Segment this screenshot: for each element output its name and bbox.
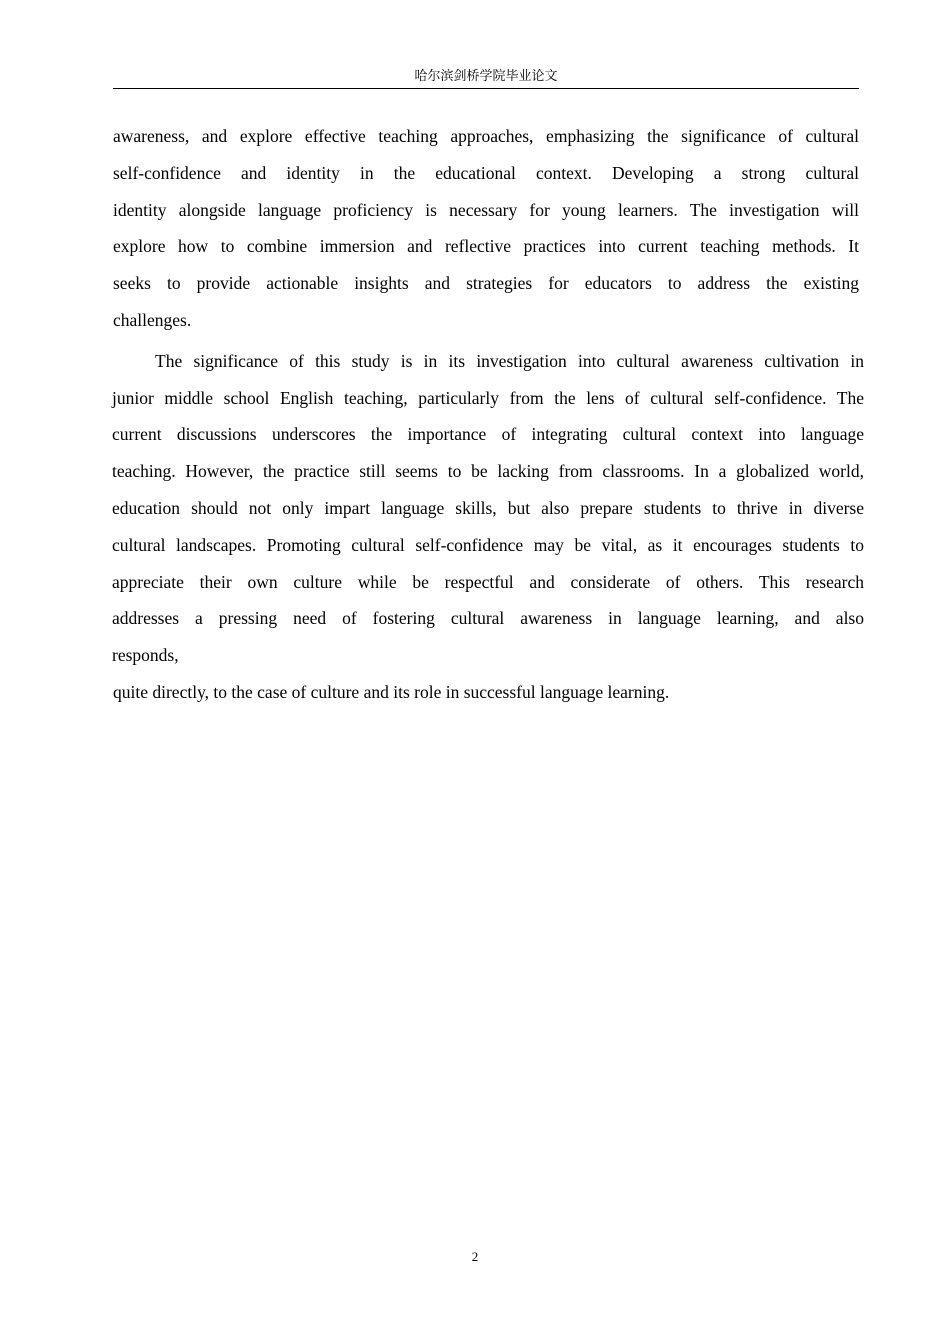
paragraph bbox=[112, 343, 864, 674]
text-line: junior middle school English teaching, particularly from the lens of cultural self-confidence. The bbox=[112, 387, 864, 408]
text-line: appreciate their own culture while be respectful and considerate of others. This research bbox=[112, 571, 864, 592]
text-line: challenges. bbox=[113, 309, 192, 330]
text-line: cultural landscapes. Promoting cultural self-confidence may be vital, as it encourages students to bbox=[112, 534, 864, 555]
text-line: awareness, and explore effective teaching approaches, emphasizing the significance of cultural bbox=[113, 126, 859, 146]
header-title: 哈尔滨剑桥学院毕业论文 bbox=[414, 68, 558, 83]
page-header bbox=[113, 66, 859, 89]
text-line: education should not only impart language skills, but also prepare students to thrive in diverse bbox=[112, 497, 864, 518]
text-line: quite directly, to the case of culture and its role in successful language learning. bbox=[113, 681, 670, 702]
text-line: seeks to provide actionable insights and strategies for educators to address the existing bbox=[113, 273, 859, 294]
text-line: identity alongside language proficiency is necessary for young learners. The investigation will bbox=[113, 199, 859, 220]
text-line: addresses a pressing need of fostering cultural awareness in language learning, and also bbox=[112, 608, 864, 629]
text-line: The significance of this study is in its investigation into cultural awareness cultivation in bbox=[155, 350, 864, 371]
page-number: 2 bbox=[471, 1249, 479, 1264]
text-line: teaching. However, the practice still seems to be lacking from classrooms. In a globalized world, bbox=[112, 461, 864, 482]
text-line: responds, bbox=[112, 645, 179, 666]
text-line: explore how to combine immersion and reflective practices into current teaching methods. It bbox=[113, 236, 859, 257]
body-text bbox=[112, 118, 864, 711]
text-line: self-confidence and identity in the educational context. Developing a strong cultural bbox=[113, 162, 859, 183]
text-line: current discussions underscores the importance of integrating cultural context into language bbox=[112, 424, 864, 445]
paragraph bbox=[113, 674, 865, 711]
paragraph bbox=[113, 118, 859, 339]
